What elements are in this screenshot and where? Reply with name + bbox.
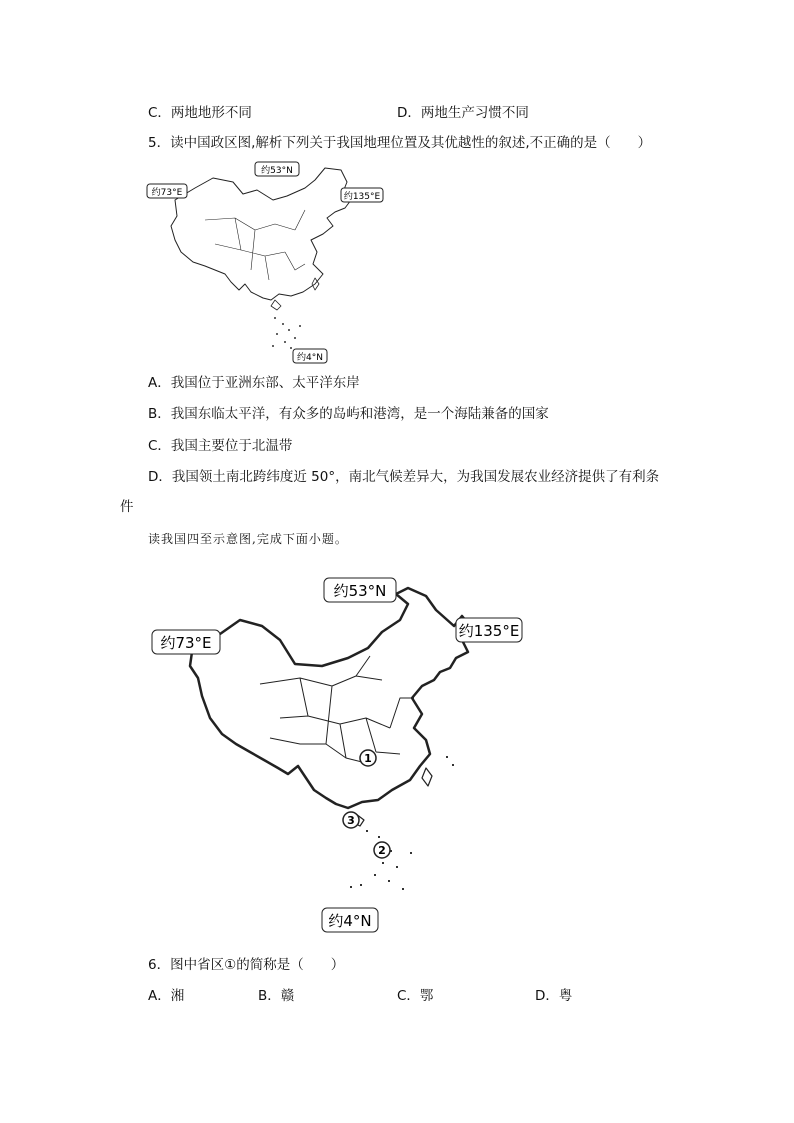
q6-option-c: C．鄂 (397, 988, 434, 1004)
marker-2-label: 2 (378, 844, 386, 857)
q5-option-d: D．我国领土南北跨纬度近 50°，南北气候差异大，为我国发展农业经济提供了有利条 (148, 469, 660, 485)
small-map-provinces (205, 210, 305, 280)
q5-option-c: C．我国主要位于北温带 (148, 438, 293, 454)
q6-stem: 6．图中省区①的简称是（ ） (148, 957, 345, 973)
q5-stem: 5．读中国政区图,解析下列关于我国地理位置及其优越性的叙述,不正确的是（ ） (148, 135, 652, 151)
large-map-taiwan (422, 768, 432, 786)
marker-3-label: 3 (347, 814, 355, 827)
q5-option-a: A．我国位于亚洲东部、太平洋东岸 (148, 375, 360, 391)
province-marker-1 (360, 750, 376, 766)
large-map-provinces (260, 656, 414, 764)
marker-1-label: 1 (364, 752, 372, 765)
q4-option-c: C．两地地形不同 (148, 105, 252, 121)
q6-option-a: A．湘 (148, 988, 185, 1004)
q5-option-d-cont: 件 (120, 499, 134, 515)
large-map-islands (350, 756, 454, 890)
large-tag-north: 约53°N (333, 582, 387, 600)
small-tag-north: 约53°N (261, 166, 293, 176)
q6-option-b: B．赣 (258, 988, 295, 1004)
province-marker-3 (343, 812, 359, 828)
large-tag-east: 约135°E (458, 622, 520, 640)
q6-option-d: D．粤 (535, 988, 573, 1004)
large-tag-south: 约4°N (328, 912, 372, 930)
china-map-large (150, 568, 530, 938)
section-intro: 读我国四至示意图,完成下面小题。 (148, 532, 348, 546)
small-map-outline (171, 168, 351, 300)
china-map-small (145, 160, 385, 365)
small-map-hainan (271, 300, 281, 310)
small-tag-west: 约73°E (151, 188, 183, 198)
q4-option-d: D．两地生产习惯不同 (397, 105, 529, 121)
q5-option-b: B．我国东临太平洋，有众多的岛屿和港湾，是一个海陆兼备的国家 (148, 406, 549, 422)
large-tag-west: 约73°E (160, 634, 212, 652)
small-map-islands (272, 317, 301, 349)
small-tag-south: 约4°N (297, 353, 323, 363)
province-marker-2 (374, 842, 390, 858)
small-tag-east: 约135°E (343, 192, 381, 202)
